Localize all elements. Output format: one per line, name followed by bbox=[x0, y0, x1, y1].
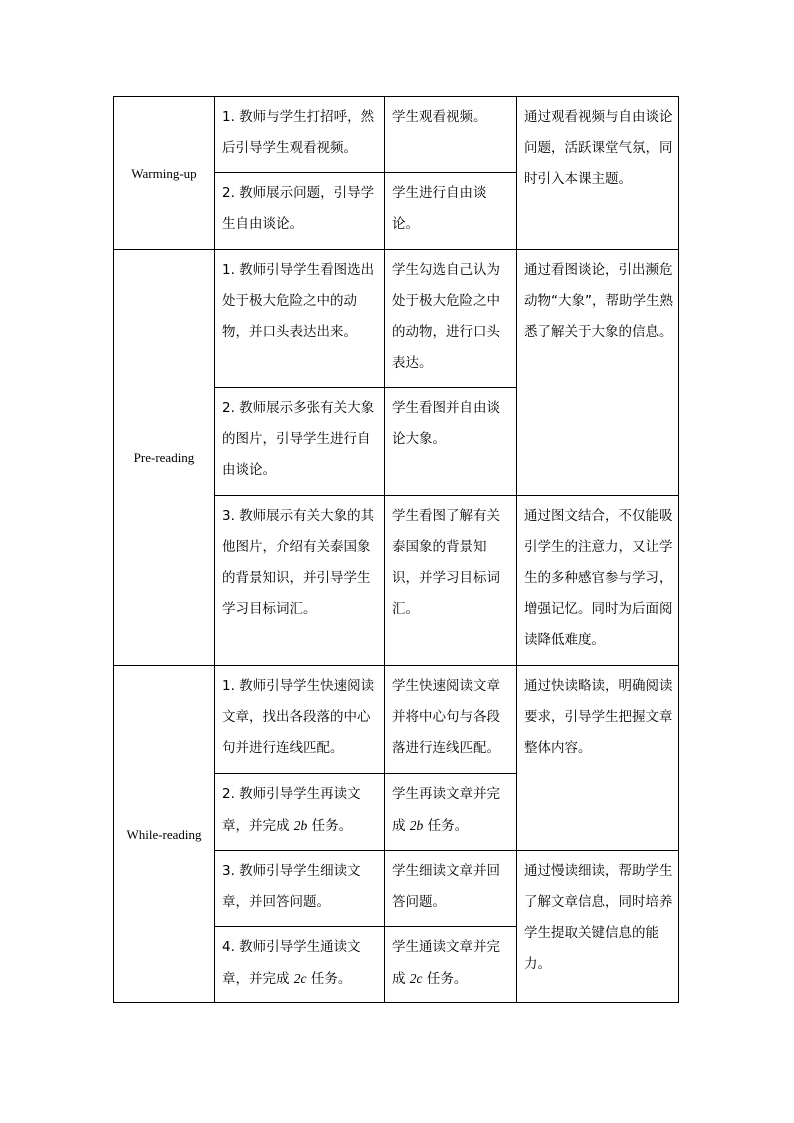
design-purpose: 通过快读略读，明确阅读要求，引导学生把握文章整体内容。 bbox=[517, 666, 679, 851]
student-activity: 学生勾选自己认为处于极大危险之中的动物，进行口头表达。 bbox=[385, 250, 517, 388]
lesson-plan-table bbox=[113, 96, 679, 1003]
task-id: 2c bbox=[409, 971, 423, 986]
design-purpose: 通过图文结合，不仅能吸引学生的注意力，又让学生的多种感官参与学习，增强记忆。同时为后面阅读降低难度。 bbox=[517, 496, 679, 666]
student-activity: 学生快速阅读文章并将中心句与各段落进行连线匹配。 bbox=[385, 666, 517, 774]
teacher-activity: 3. 教师展示有关大象的其他图片，介绍有关泰国象的背景知识，并引导学生学习目标词汇。 bbox=[215, 496, 385, 666]
teacher-activity: 1. 教师与学生打招呼，然后引导学生观看视频。 bbox=[215, 97, 385, 173]
stage-pre-reading: Pre-reading bbox=[114, 250, 215, 666]
teacher-activity: 1. 教师引导学生快速阅读文章，找出各段落的中心句并进行连线匹配。 bbox=[215, 666, 385, 774]
task-id: 2b bbox=[409, 818, 424, 833]
design-purpose: 通过观看视频与自由谈论问题，活跃课堂气氛，同时引入本课主题。 bbox=[517, 97, 679, 250]
student-activity: 学生再读文章并完成 2b 任务。 bbox=[385, 774, 517, 851]
design-purpose: 通过慢读细读，帮助学生了解文章信息，同时培养学生提取关键信息的能力。 bbox=[517, 851, 679, 1003]
student-activity: 学生观看视频。 bbox=[385, 97, 517, 173]
teacher-activity: 3. 教师引导学生细读文章，并回答问题。 bbox=[215, 851, 385, 927]
student-activity: 学生通读文章并完成 2c 任务。 bbox=[385, 927, 517, 1003]
student-activity: 学生细读文章并回答问题。 bbox=[385, 851, 517, 927]
stage-while-reading: While-reading bbox=[114, 666, 215, 1003]
teacher-activity: 4. 教师引导学生通读文章，并完成 2c 任务。 bbox=[215, 927, 385, 1003]
teacher-activity: 2. 教师展示问题，引导学生自由谈论。 bbox=[215, 173, 385, 250]
student-activity: 学生进行自由谈论。 bbox=[385, 173, 517, 250]
student-activity: 学生看图了解有关泰国象的背景知识，并学习目标词汇。 bbox=[385, 496, 517, 666]
table-row bbox=[114, 666, 679, 774]
table-row bbox=[114, 97, 679, 173]
student-activity: 学生看图并自由谈论大象。 bbox=[385, 388, 517, 496]
table-row bbox=[114, 250, 679, 388]
teacher-activity: 2. 教师引导学生再读文章，并完成 2b 任务。 bbox=[215, 774, 385, 851]
teacher-activity: 2. 教师展示多张有关大象的图片，引导学生进行自由谈论。 bbox=[215, 388, 385, 496]
task-id: 2b bbox=[293, 818, 308, 833]
task-id: 2c bbox=[293, 971, 307, 986]
design-purpose: 通过看图谈论，引出濒危动物“大象”，帮助学生熟悉了解关于大象的信息。 bbox=[517, 250, 679, 496]
stage-warming-up: Warming-up bbox=[114, 97, 215, 250]
teacher-activity: 1. 教师引导学生看图选出处于极大危险之中的动物，并口头表达出来。 bbox=[215, 250, 385, 388]
